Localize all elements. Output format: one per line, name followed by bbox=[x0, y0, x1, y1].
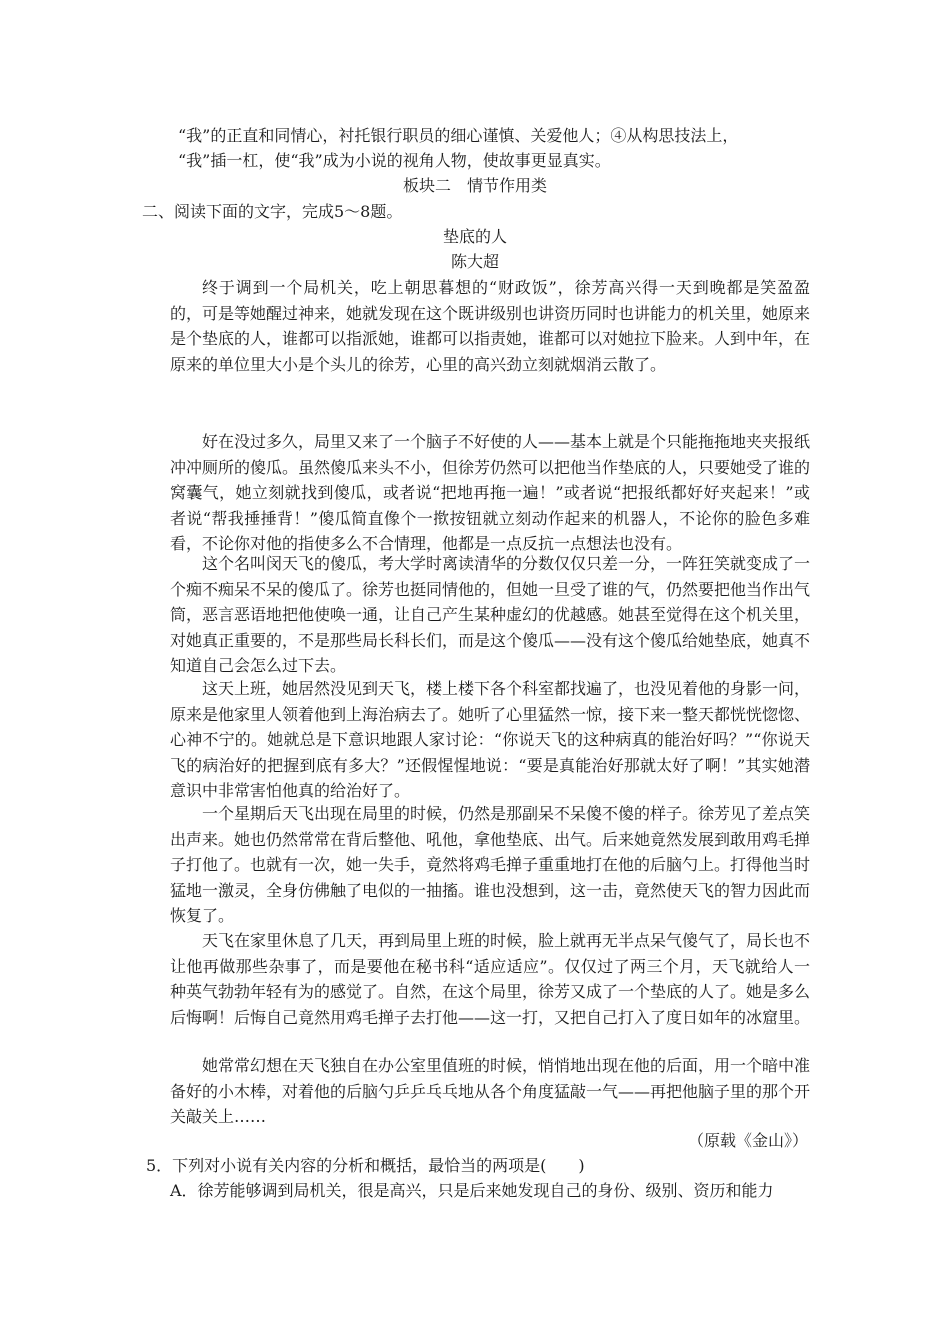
story-author: 陈大超 bbox=[450, 252, 499, 271]
story-paragraph-2: 好在没过多久，局里又来了一个脑子不好使的人——基本上就是个只能拖拖地夹夹报纸冲冲厕所的傻瓜。虽然傻瓜来头不小，但徐芳仍然可以把他当作垫底的人，只要她受了谁的窝囊气，她立刻就找到傻瓜，或者说“把地再拖一遍！”或者说“把报纸都好好夹起来！”或者说“帮我捶捶背！”傻瓜简直像个一揿按钮就立刻动作起来的机器人，不论你的脸色多难看，不论你对他的指使多么不合情理，他都是一点反抗一点想法也没有。 bbox=[170, 432, 811, 553]
story-paragraph-6: 天飞在家里休息了几天，再到局里上班的时候，脸上就再无半点呆气傻气了，局长也不让他再做那些杂事了，而是要他在秘书科“适应适应”。仅仅过了两三个月，天飞就给人一种英气勃勃年轻有为的感觉了。自然，在这个局里，徐芳又成了一个垫底的人了。她是多么后悔啊！后悔自己竟然用鸡毛掸子去打他——这一打，又把自己打入了度日如年的冰窟里。 bbox=[170, 931, 811, 1027]
section-title: 板块二 情节作用类 bbox=[402, 176, 547, 195]
intro-line-2: “我”插一杠，使“我”成为小说的视角人物，使故事更显真实。 bbox=[178, 151, 611, 170]
story-source: （原载《金山》） bbox=[687, 1131, 808, 1150]
story-paragraph-7: 她常常幻想在天飞独自在办公室里值班的时候，悄悄地出现在他的后面，用一个暗中准备好的小木棒，对着他的后脑勺乒乒乓乓地从各个角度猛敲一气——再把他脑子里的那个开关敲关上…… bbox=[170, 1056, 811, 1126]
question-5-stem: 5．下列对小说有关内容的分析和概括，最恰当的两项是( ) bbox=[146, 1156, 585, 1175]
question-intro: 二、阅读下面的文字，完成5～8题。 bbox=[142, 202, 403, 221]
story-paragraph-1: 终于调到一个局机关，吃上朝思暮想的“财政饭”，徐芳高兴得一天到晚都是笑盈盈的，可是等她醒过神来，她就发现在这个既讲级别也讲资历同时也讲能力的机关里，她原来是个垫底的人，谁都可以指派她，谁都可以指责她，谁都可以对她拉下脸来。人到中年，在原来的单位里大小是个头儿的徐芳，心里的高兴劲立刻就烟消云散了。 bbox=[170, 278, 811, 374]
story-paragraph-3: 这个名叫闵天飞的傻瓜，考大学时离读清华的分数仅仅只差一分，一阵狂笑就变成了一个痴不痴呆不呆的傻瓜了。徐芳也挺同情他的，但她一旦受了谁的气，仍然要把他当作出气筒，恶言恶语地把他使唤一通，让自己产生某种虚幻的优越感。她甚至觉得在这个机关里，对她真正重要的，不是那些局长科长们，而是这个傻瓜——没有这个傻瓜给她垫底，她真不知道自己会怎么过下去。 bbox=[170, 554, 811, 675]
story-paragraph-5: 一个星期后天飞出现在局里的时候，仍然是那副呆不呆傻不傻的样子。徐芳见了差点笑出声来。她也仍然常常在背后整他、吼他，拿他垫底、出气。后来她竟然发展到敢用鸡毛掸子打他了。也就有一次，她一失手，竟然将鸡毛掸子重重地打在他的后脑勺上。打得他当时猛地一激灵，全身仿佛触了电似的一抽搐。谁也没想到，这一击，竟然使天飞的智力因此而恢复了。 bbox=[170, 804, 811, 925]
intro-line-1: “我”的正直和同情心，衬托银行职员的细心谨慎、关爱他人；④从构思技法上， bbox=[178, 126, 739, 145]
story-title: 垫底的人 bbox=[442, 227, 507, 246]
story-paragraph-4: 这天上班，她居然没见到天飞，楼上楼下各个科室都找遍了，也没见着他的身影一问，原来是他家里人领着他到上海治病去了。她听了心里猛然一惊，接下来一整天都恍恍惚惚、心神不宁的。她就总是下意识地跟人家讨论：“你说天飞的这种病真的能治好吗？”“你说天飞的病治好的把握到底有多大？”还假惺惺地说：“要是真能治好那就太好了啊！”其实她潜意识中非常害怕他真的给治好了。 bbox=[170, 679, 811, 800]
question-5-option-a: A．徐芳能够调到局机关，很是高兴，只是后来她发现自己的身份、级别、资历和能力 bbox=[170, 1181, 774, 1200]
